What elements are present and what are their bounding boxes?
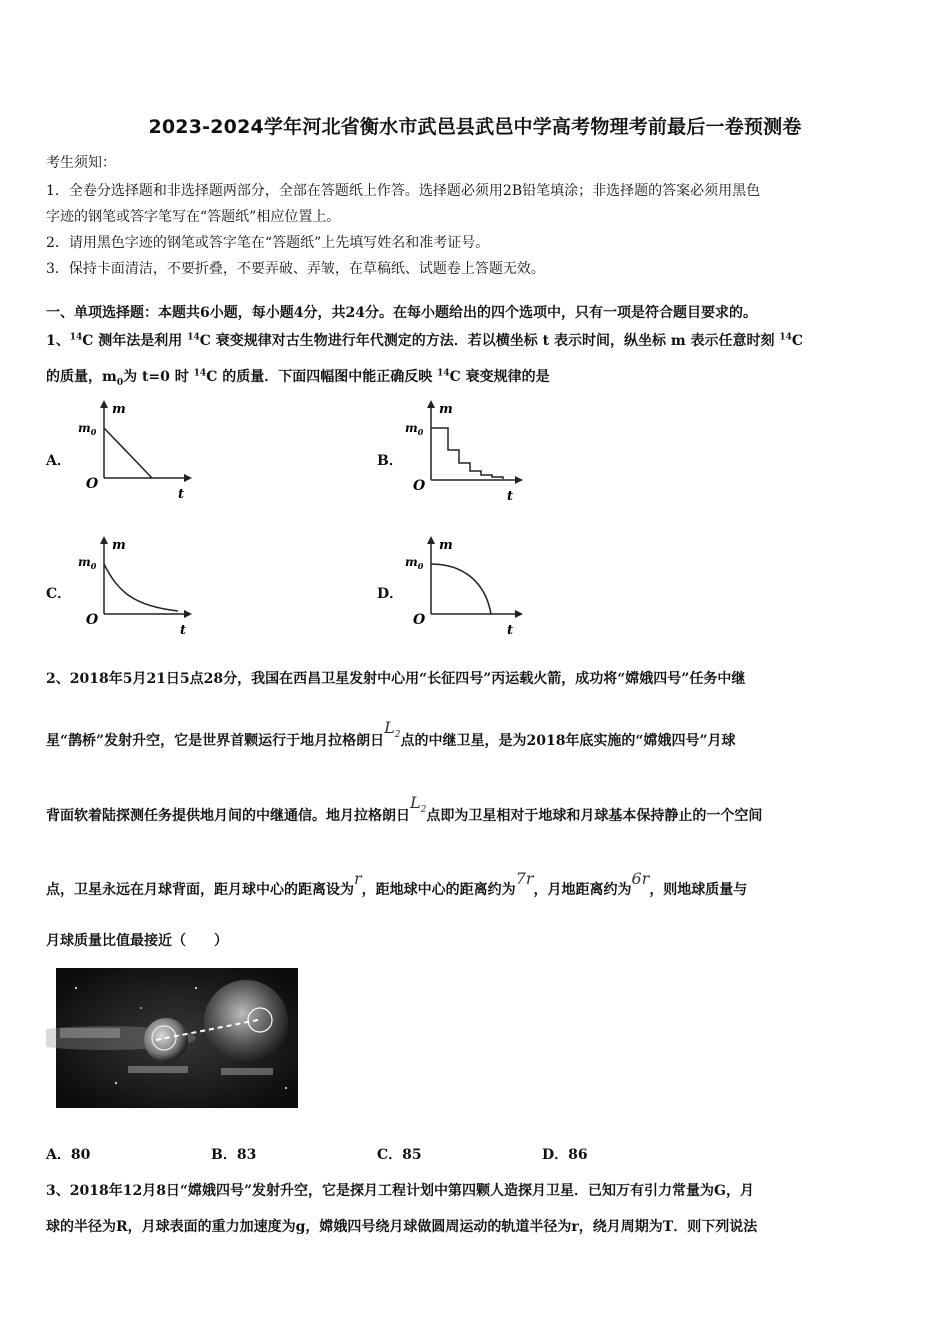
axis-y-label: m <box>439 538 453 553</box>
question-2-line-3: 背面软着陆探测任务提供地月间的中继通信。地月拉格朗日$L_2$点即为卫星相对于地球和月球基本保持静止的一个空间 <box>46 793 763 824</box>
question-2-line-2: 星“鹊桥”发射升空，它是世界首颗运行于地月拉格朗日$L_2$点的中继卫星，是为2018年底实施的“嫦娥四号”月球 <box>46 718 736 749</box>
option-a-label: A． <box>46 453 71 469</box>
notice-heading: 考生须知： <box>46 155 116 171</box>
page-title: 2023-2024学年河北省衡水市武邑县武邑中学高考物理考前最后一卷预测卷 <box>148 116 802 138</box>
axis-y-label: m <box>112 538 126 553</box>
origin-label: O <box>86 476 99 492</box>
axis-x-label: t <box>180 623 187 638</box>
section-heading: 一、单项选择题：本题共6小题，每小题4分，共24分。在每小题给出的四个选项中，只有一项是符合题目要求的。 <box>46 305 757 321</box>
m0-label: $m_0$ <box>78 421 97 437</box>
answer-option-a: A．80 <box>46 1147 91 1163</box>
decay-line <box>104 428 152 478</box>
question-1-line-2: 的质量，$m_0$为 t=0 时 $^{14}$C 的质量．下面四幅图中能正确反映 $^{14}$C 衰变规律的是 <box>46 368 550 388</box>
m0-label: $m_0$ <box>78 555 97 571</box>
notice-item: 2．请用黑色字迹的钢笔或答字笔在“答题纸”上先填写姓名和准考证号。 <box>46 235 490 251</box>
option-d-label: D． <box>377 586 404 602</box>
answer-option-b: B．83 <box>211 1147 257 1163</box>
earth-moon-relay-photo <box>46 968 298 1112</box>
exponential-decay-curve <box>104 564 178 611</box>
notice-item: 3．保持卡面清洁，不要折叠，不要弄破、弄皱，在草稿纸、试题卷上答题无效。 <box>46 261 545 277</box>
question-2-line-4: 点，卫星永远在月球背面，距月球中心的距离设为r，距地球中心的距离约为7r，月地距离约为6r，则地球质量与 <box>46 869 748 898</box>
graph-option-a <box>74 398 194 504</box>
notice-item: 字迹的钢笔或答字笔写在“答题纸”相应位置上。 <box>46 209 341 225</box>
graph-option-b <box>403 398 528 506</box>
notice-item: 1．全卷分选择题和非选择题两部分，全部在答题纸上作答。选择题必须用2B铅笔填涂；非选择题的答案必须用黑色 <box>46 183 761 199</box>
axis-x-label: t <box>507 623 514 638</box>
m0-label: $m_0$ <box>405 421 424 437</box>
axis-x-label: t <box>178 487 185 500</box>
answer-option-c: C．85 <box>377 1147 422 1163</box>
concave-decay-curve <box>431 564 491 614</box>
graph-option-d <box>403 534 528 642</box>
axis-y-label: m <box>439 402 453 417</box>
graph-option-c <box>74 534 199 642</box>
axis-y-label: m <box>112 402 126 417</box>
origin-label: O <box>86 612 99 628</box>
question-2-line-1: 2、2018年5月21日5点28分，我国在西昌卫星发射中心用“长征四号”丙运载火箭，成功将“嫦娥四号”任务中继 <box>46 671 746 687</box>
origin-label: O <box>413 612 426 628</box>
question-3-line-2: 球的半径为R，月球表面的重力加速度为g，嫦娥四号绕月球做圆周运动的轨道半径为r，绕月周期为T．则下列说法 <box>46 1219 758 1235</box>
question-2-line-5: 月球质量比值最接近（ ） <box>46 933 228 949</box>
option-b-label: B． <box>377 453 403 469</box>
origin-label: O <box>413 478 426 494</box>
question-1-line-1: 1、$^{14}$C 测年法是利用 $^{14}$C 衰变规律对古生物进行年代测定的方法．若以横坐标 t 表示时间，纵坐标 m 表示任意时刻 $^{14}$C <box>46 332 804 349</box>
option-c-label: C． <box>46 586 72 602</box>
question-3-line-1: 3、2018年12月8日“嫦娥四号”发射升空，它是探月工程计划中第四颗人造探月卫星．已知万有引力常量为G，月 <box>46 1183 754 1199</box>
step-decay-curve <box>431 428 503 479</box>
m0-label: $m_0$ <box>405 555 424 571</box>
answer-option-d: D．86 <box>542 1147 588 1163</box>
axis-x-label: t <box>507 489 514 502</box>
